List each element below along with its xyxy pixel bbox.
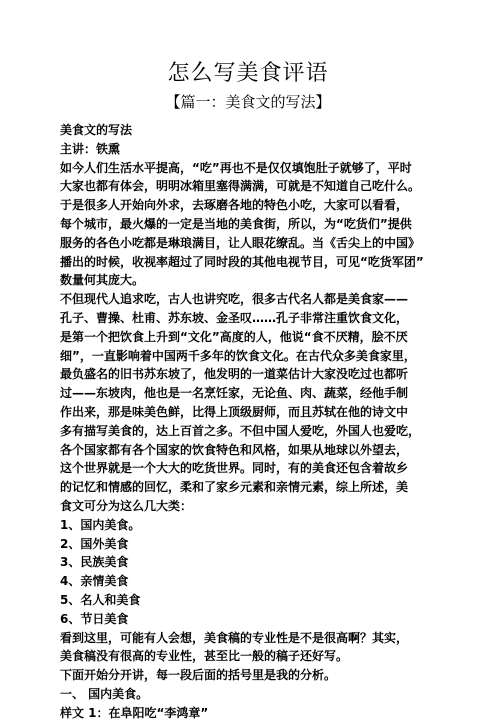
text-line: 如今人们生活水平提高，“吃”再也不是仅仅填饱肚子就够了，平时 [60, 160, 412, 175]
text-line: 1、国内美食。 [60, 517, 141, 532]
text-line: 于是很多人开始向外求，去琢磨各地的特色小吃，大家可以看看， [60, 198, 409, 213]
text-line: 每个城市，最火爆的一定是当地的美食街，所以，为“吃货们”提供 [60, 216, 412, 231]
text-line: 看到这里，可能有人会想，美食稿的专业性是不是很高啊？其实， [60, 630, 409, 645]
text-line: 不但现代人追求吃，古人也讲究吃，很多古代名人都是美食家—— [60, 292, 409, 307]
text-line: 美食文的写法 [60, 123, 133, 137]
text-line: 服务的各色小吃都是琳琅满目，让人眼花缭乱。当《舌尖上的中国》 [60, 235, 421, 250]
text-line: 大家也都有体会，明明冰箱里塞得满满，可就是不知道自己吃什么。 [60, 179, 421, 194]
text-line: 各个国家都有各个国家的饮食特色和风格，如果从地球以外望去， [60, 442, 409, 457]
document-title: 怎么写美食评语 [167, 61, 329, 86]
text-line: 作出来，那是味美色鲜，比得上顶级厨师，而且苏轼在他的诗文中 [60, 404, 409, 419]
text-line: 5、名人和美食 [60, 592, 141, 607]
text-line: 过——东坡肉，他也是一名烹饪家，无论鱼、肉、蔬菜，经他手制 [60, 386, 409, 401]
text-line: 多有描写美食的，达上百首之多。不但中国人爱吃，外国人也爱吃， [60, 423, 421, 438]
text-line: 数量何其庞大。 [60, 273, 145, 288]
text-line: 下面开始分开讲，每一段后面的括号里是我的分析。 [60, 668, 337, 683]
text-line: 细”，一直影响着中国两千多年的饮食文化。在古代众多美食家里， [60, 348, 416, 363]
text-line: 这个世界就是一个大大的吃货世界。同时，有的美食还包含着故乡 [60, 461, 409, 476]
text-line: 的记忆和情感的回忆，柔和了家乡元素和亲情元素，综上所述，美 [60, 480, 409, 495]
text-line: 6、节日美食 [60, 611, 129, 626]
text-line: 样文 1：在阜阳吃“李鸿章” [60, 705, 209, 720]
text-line: 4、亲情美食 [60, 574, 129, 589]
text-line: 孔子、曹操、杜甫、苏东坡、金圣叹……孔子非常注重饮食文化， [60, 310, 409, 325]
text-line: 3、民族美食 [60, 555, 129, 570]
text-line: 主讲：铁熏 [60, 141, 121, 156]
text-line: 一、 国内美食。 [60, 686, 149, 701]
text-line: 播出的时候，收视率超过了同时段的其他电视节目，可见“吃货军团” [60, 254, 424, 269]
text-line: 最负盛名的旧书苏东坡了，他发明的一道菜估计大家没吃过也都听 [60, 367, 409, 382]
document-body [60, 121, 440, 723]
text-line: 食文可分为这么几大类： [60, 498, 193, 513]
text-line: 是第一个把饮食上升到“文化”高度的人，他说“食不厌精，脍不厌 [60, 329, 408, 344]
text-line: 美食稿没有很高的专业性，甚至比一般的稿子还好写。 [60, 649, 349, 664]
text-line: 2、国外美食 [60, 536, 129, 551]
section-heading: 【篇一：美食文的写法】 [165, 93, 331, 111]
